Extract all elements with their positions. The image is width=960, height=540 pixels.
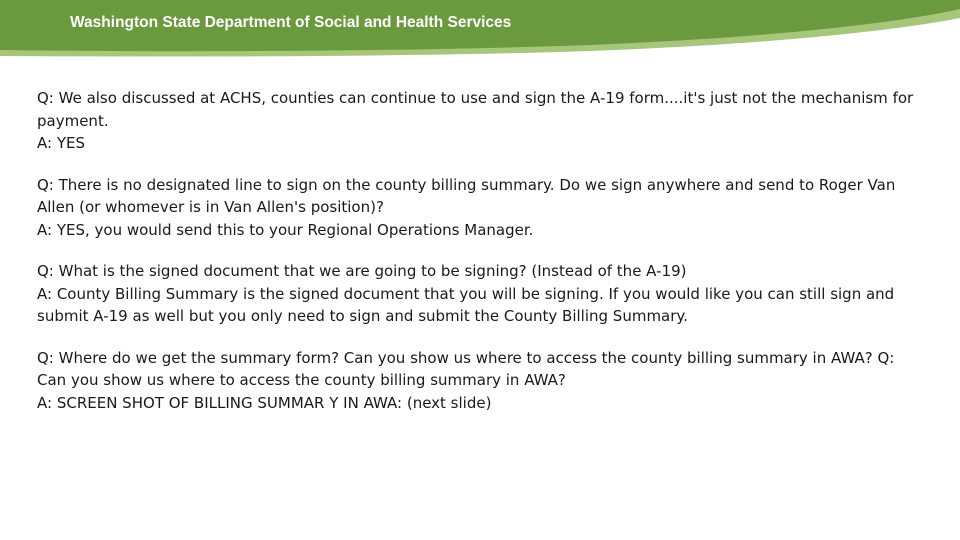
- answer-text: A: County Billing Summary is the signed document that you will be signing. If you would like you can still sign and submit A-19 as well but you only need to sign and submit the County Billing Summary.: [37, 284, 895, 325]
- question-text: Q: What is the signed document that we are going to be signing? (Instead of the A-19): [37, 262, 687, 280]
- question-text: Q: Where do we get the summary form? Can you show us where to access the county billing summary in AWA? Q: Can you show us where to access the county billing summary in AWA?: [37, 348, 895, 389]
- qa-list: [37, 87, 917, 433]
- question-text: Q: We also discussed at ACHS, counties can continue to use and sign the A-19 form....it's just not the mechanism for payment.: [37, 89, 914, 130]
- answer-text: A: YES, you would send this to your Regional Operations Manager.: [37, 220, 534, 239]
- answer-text: A: YES: [37, 134, 85, 152]
- qa-item: [37, 174, 917, 242]
- question-text: Q: There is no designated line to sign on the county billing summary. Do we sign anywhere and send to Roger Van Allen (or whomever is in Van Allen's position)?: [37, 175, 896, 216]
- organization-title: Washington State Department of Social and Health Services: [70, 14, 512, 31]
- qa-item: [37, 260, 917, 328]
- header-banner: [0, 0, 960, 60]
- qa-item: [37, 87, 917, 155]
- answer-text: A: SCREEN SHOT OF BILLING SUMMAR Y IN AWA: (next slide): [37, 393, 492, 412]
- qa-item: [37, 347, 917, 415]
